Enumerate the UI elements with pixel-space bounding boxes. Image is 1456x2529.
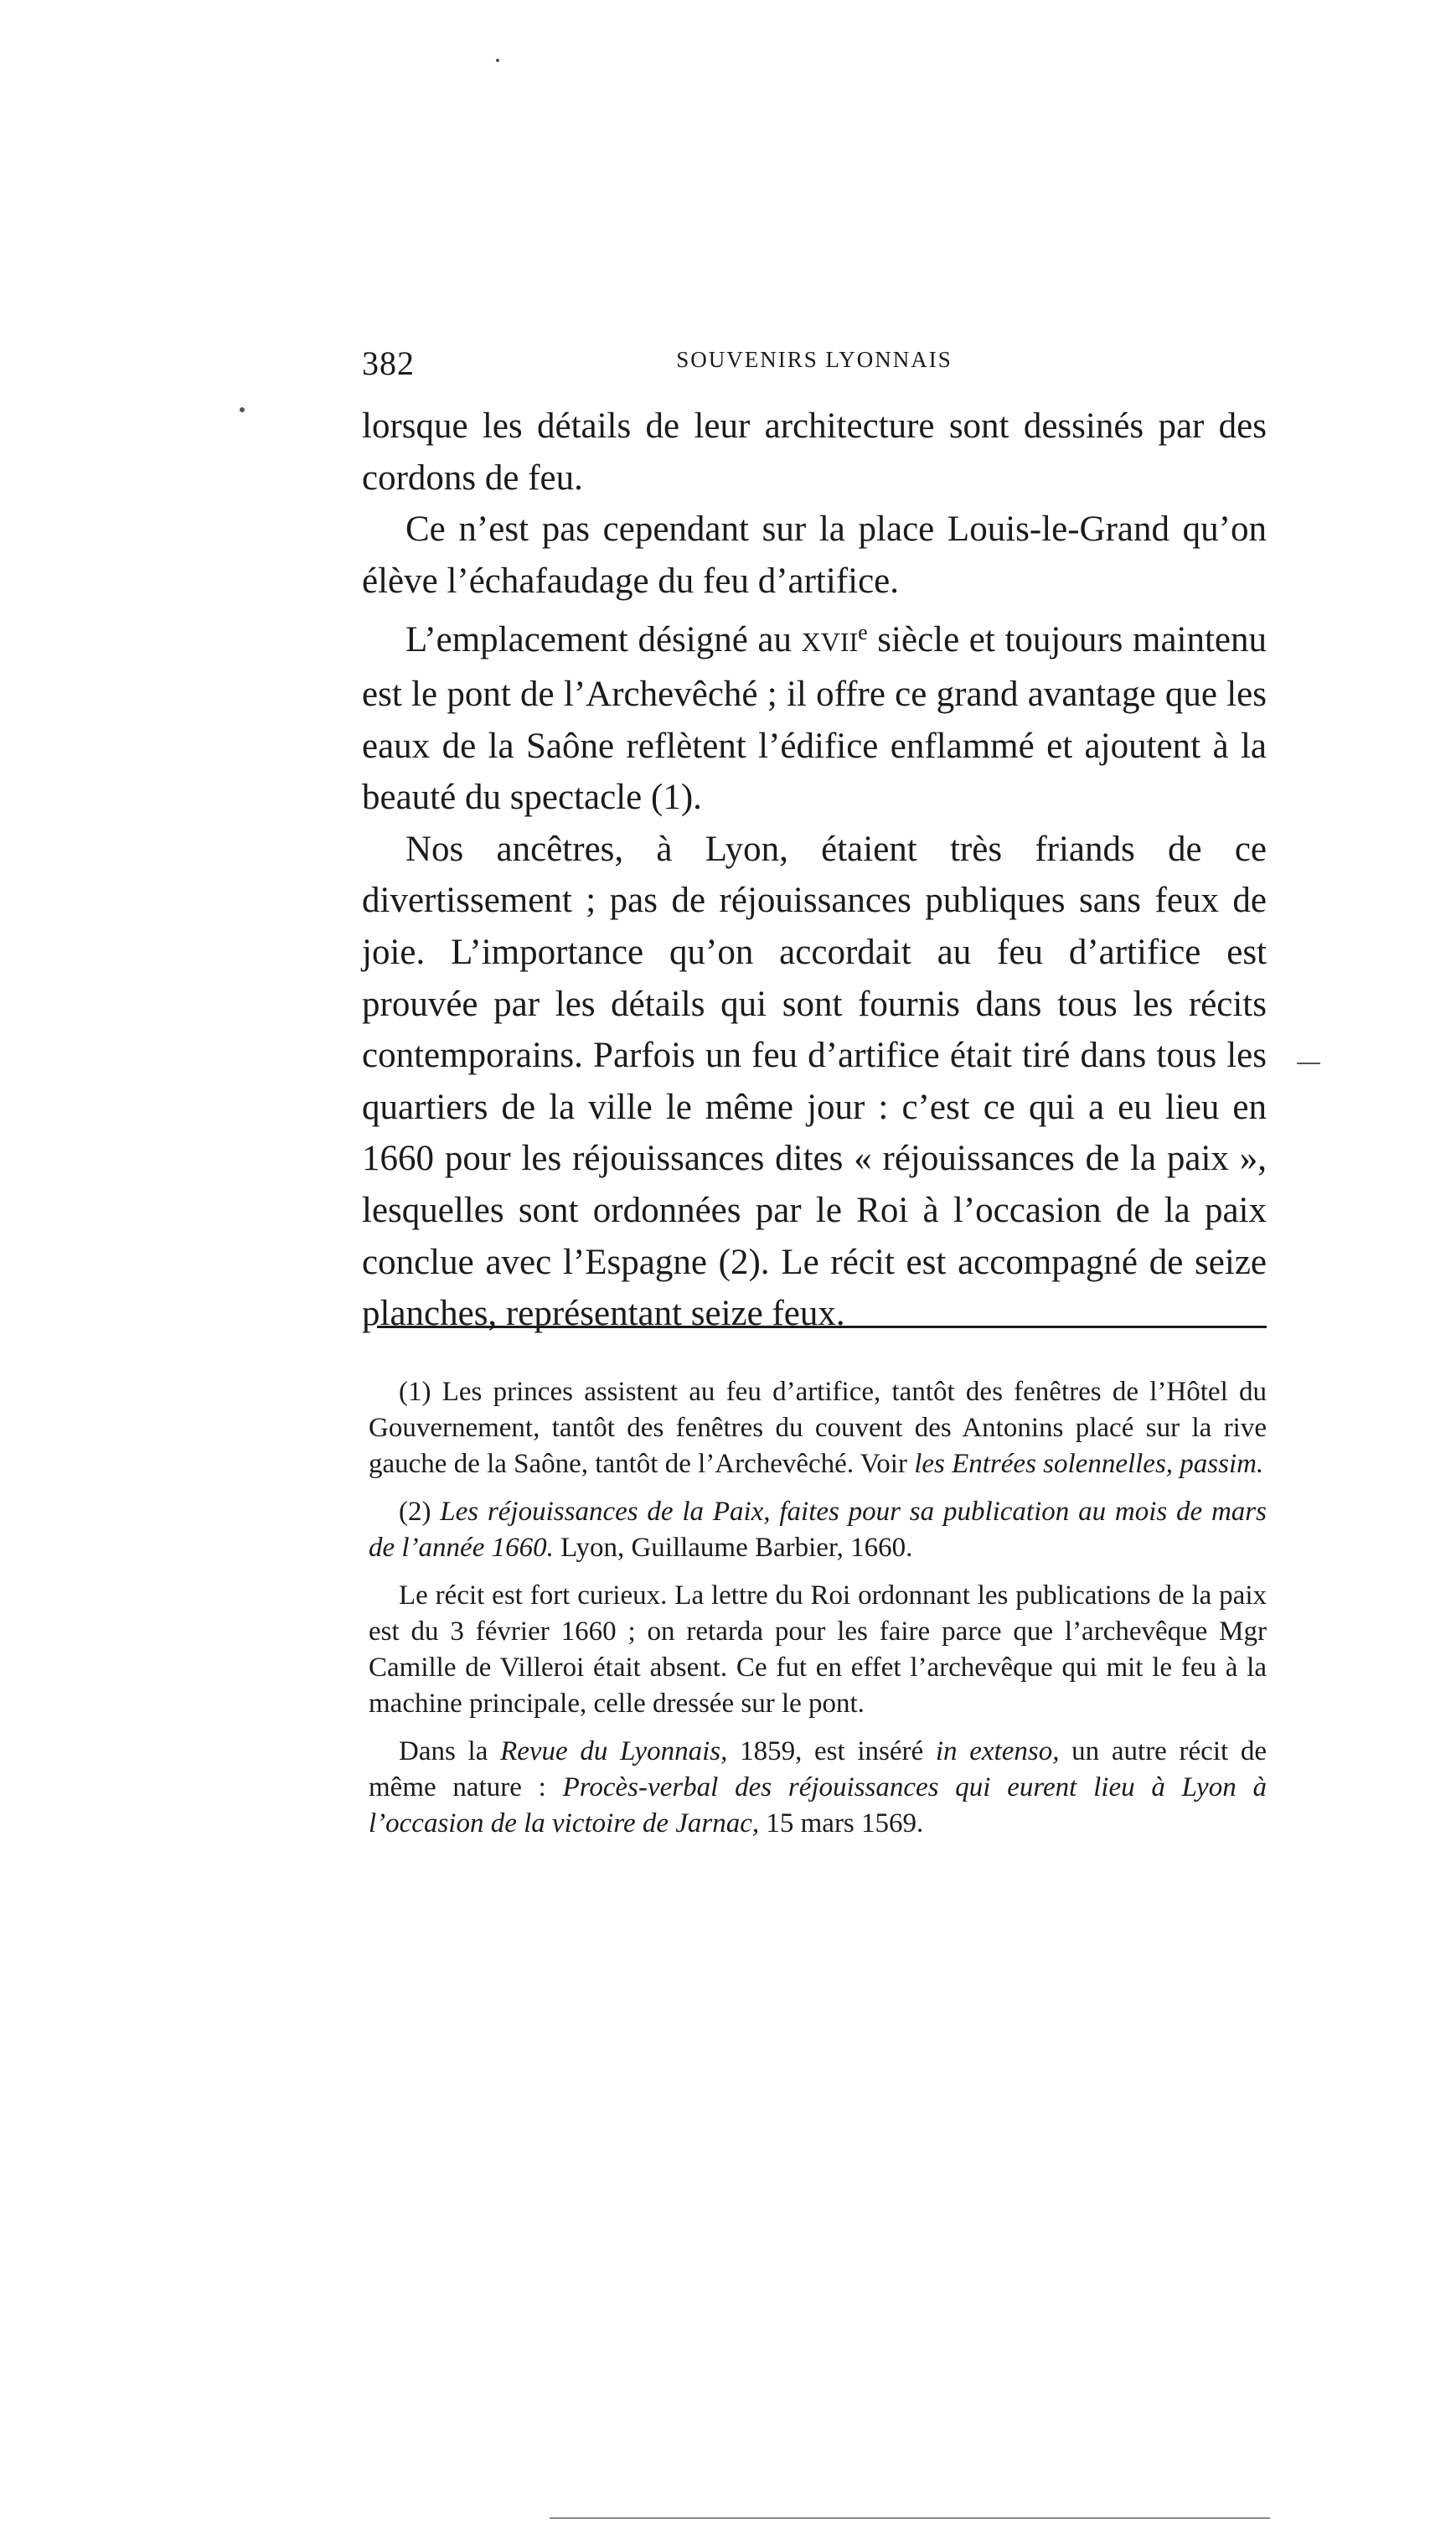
footnote-divider (377, 1326, 1267, 1328)
paragraph-4: Nos ancêtres, à Lyon, étaient très friands de ce divertissement ; pas de réjouissances publiques sans feux de joie. L’importance qu’on accordait au feu d’artifice est prouvée par les détails qui sont fournis dans tous les récits contemporains. Parfois un feu d’artifice était tiré dans tous les quartiers de la ville le même jour : c’est ce qui a eu lieu en 1660 pour les réjouissances dites « réjouissances de la paix », lesquelles sont ordonnées par le Roi à l’occasion de la paix conclue avec l’Espagne (2). Le récit est accompagné de seize planches, représentant seize feux. (362, 829, 1267, 1334)
main-text (362, 401, 1267, 1340)
fn4-part-1: Dans la (399, 1736, 501, 1766)
paragraph-3-start: L’emplacement désigné au (405, 620, 802, 660)
paragraph-3 (362, 607, 1267, 823)
page-number: 382 (362, 344, 415, 382)
footnote-2-imprint: Lyon, Guillaume Barbier, 1660. (553, 1533, 913, 1563)
footnote-2-continuation: Le récit est fort curieux. La lettre du Roi ordonnant les publications de la paix est du 3 février 1660 ; on retarda pour les faire parce que l’archevêque Mgr Camille de Villeroi était absent. Ce fut en effet l’archevêque qui mit le feu à la machine principale, celle dressée sur le pont. (369, 1580, 1267, 1719)
footnote-2-title: Les réjouissances de la Paix, faites pour sa publication au mois de mars de l’année 1660. (369, 1497, 1267, 1563)
scan-speck (240, 407, 245, 412)
scan-speck (496, 59, 499, 62)
footnote-2 (369, 1494, 1267, 1566)
scan-dash (1297, 1063, 1320, 1064)
century-superscript: e (858, 620, 868, 645)
fn4-italic-2: in extenso, (935, 1736, 1060, 1766)
paragraph-3-end: siècle et toujours maintenu est le pont de l’Archevêché ; il offre ce grand avantage que les eaux de la Saône reflètent l’édifice enflammé et ajoutent à la beauté du spectacle (1). (362, 620, 1268, 818)
fn4-italic-3: Procès-verbal des réjouissances qui eurent lieu à Lyon à l’occasion de la victoire de Jarnac, (369, 1772, 1267, 1839)
footnote-1 (369, 1374, 1267, 1482)
footnotes (369, 1374, 1267, 1854)
paragraph-2: Ce n’est pas cependant sur la place Louis-le-Grand qu’on élève l’échafaudage du feu d’artifice. (362, 509, 1267, 601)
paragraph-1: lorsque les détails de leur architecture sont dessinés par des cordons de feu. (362, 406, 1267, 498)
scan-bottom-line (550, 2517, 1270, 2519)
fn4-part-2: 1859, est inséré (727, 1736, 936, 1766)
fn4-part-3: un autre récit de même nature : (369, 1736, 1268, 1802)
running-title: SOUVENIRS LYONNAIS (676, 347, 953, 372)
page-header (362, 335, 1267, 385)
footnote-2-second-continuation (369, 1734, 1267, 1842)
century-numeral: XVII (801, 627, 859, 658)
footnote-1-italic: les Entrées solennelles, passim. (914, 1449, 1264, 1479)
footnote-2-number: (2) (399, 1497, 441, 1527)
fn4-part-4: 15 mars 1569. (759, 1808, 924, 1839)
fn4-italic-1: Revue du Lyonnais, (500, 1736, 728, 1766)
footnote-1-text: (1) Les princes assistent au feu d’artifice, tantôt des fenêtres de l’Hôtel du Gouvernement, tantôt des fenêtres du couvent des Antonins placé sur la rive gauche de la Saône, tantôt de l’Archevêché. Voir (369, 1377, 1267, 1479)
